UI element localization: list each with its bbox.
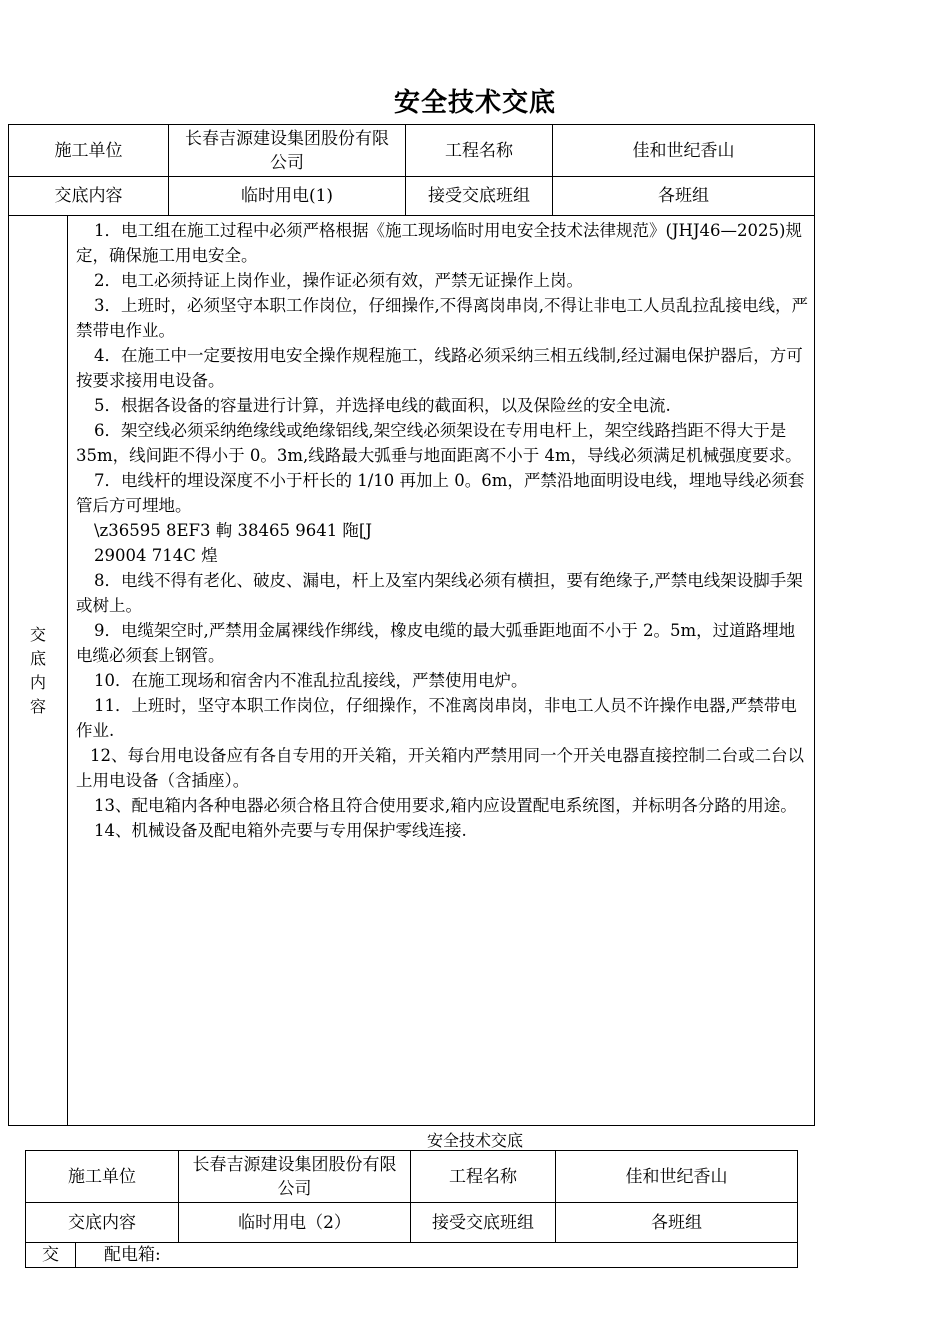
paragraph-11: 11．上班时，坚守本职工作岗位，仔细操作，不准离岗串岗，非电工人员不许操作电器,严禁带电作业. xyxy=(76,696,797,740)
side-label-2: 交 xyxy=(26,1243,76,1268)
paragraph-3: 3．上班时，必须坚守本职工作岗位，仔细操作,不得离岗串岗,不得让非电工人员乱拉乱接电线，严禁带电作业。 xyxy=(76,296,808,340)
team-value-2: 各班组 xyxy=(556,1203,798,1243)
document-title: 安全技术交底 xyxy=(393,88,556,118)
content-label-2: 交底内容 xyxy=(26,1203,179,1243)
side-label: 交 底 内 容 xyxy=(9,216,68,1126)
project-value-2: 佳和世纪香山 xyxy=(556,1151,798,1203)
unit-value: 长春吉源建设集团股份有限公司 xyxy=(169,125,406,177)
project-label: 工程名称 xyxy=(406,125,553,177)
paragraph-5: 5．根据各设备的容量进行计算，并选择电线的截面积，以及保险丝的安全电流. xyxy=(94,396,671,415)
garbled-line-1: \z36595 8EF3 軥 38465 9641 陁[J xyxy=(94,521,372,540)
paragraph-10: 10．在施工现场和宿舍内不准乱拉乱接线，严禁使用电炉。 xyxy=(94,671,528,690)
document-title-2: 安全技术交底 xyxy=(426,1131,523,1150)
paragraph-13: 13、配电箱内各种电器必须合格且符合使用要求,箱内应设置配电系统图，并标明各分路的用途。 xyxy=(94,796,797,815)
paragraph-14: 14、机械设备及配电箱外壳要与专用保护零线连接. xyxy=(94,821,467,840)
paragraph-1: 1．电工组在施工过程中必须严格根据《施工现场临时用电安全技术法律规范》(JHJ46—2025)规定，确保施工用电安全。 xyxy=(76,221,802,265)
disclosure-table-1 xyxy=(8,124,815,1126)
paragraph-12: 12、每台用电设备应有各自专用的开关箱，开关箱内严禁用同一个开关电器直接控制二台或二台以上用电设备（含插座）。 xyxy=(76,746,804,790)
team-value: 各班组 xyxy=(553,177,815,216)
paragraph-2: 2．电工必须持证上岗作业，操作证必须有效，严禁无证操作上岗。 xyxy=(94,271,583,290)
team-label-2: 接受交底班组 xyxy=(411,1203,556,1243)
paragraph-8: 8．电线不得有老化、破皮、漏电，杆上及室内架线必须有横担，要有绝缘子,严禁电线架设脚手架或树上。 xyxy=(76,571,803,615)
first-line-2: 配电箱: xyxy=(76,1243,798,1268)
paragraph-7: 7．电线杆的埋设深度不小于杆长的 1/10 再加上 0。6m，严禁沿地面明设电线，埋地导线必须套管后方可埋地。 xyxy=(76,471,805,515)
garbled-line-2: 29004 714C 煌 xyxy=(94,546,218,565)
team-label: 接受交底班组 xyxy=(406,177,553,216)
paragraph-4: 4．在施工中一定要按用电安全操作规程施工，线路必须采纳三相五线制,经过漏电保护器后，方可按要求接用电设备。 xyxy=(76,346,803,390)
content-label: 交底内容 xyxy=(9,177,169,216)
unit-value-2: 长春吉源建设集团股份有限公司 xyxy=(179,1151,411,1203)
disclosure-table-2 xyxy=(25,1150,798,1268)
project-value: 佳和世纪香山 xyxy=(553,125,815,177)
content-value: 临时用电(1) xyxy=(169,177,406,216)
content-value-2: 临时用电（2） xyxy=(179,1203,411,1243)
paragraph-9: 9．电缆架空时,严禁用金属裸线作绑线，橡皮电缆的最大弧垂距地面不小于 2。5m，过道路埋地电缆必须套上钢管。 xyxy=(76,621,796,665)
unit-label: 施工单位 xyxy=(9,125,169,177)
paragraph-6: 6．架空线必须采纳绝缘线或绝缘铝线,架空线必须架设在专用电杆上，架空线路挡距不得大于是 35m，线间距不得小于 0。3m,线路最大弧垂与地面距离不小于 4m，导线必须满足机械强度要求。 xyxy=(76,421,802,465)
disclosure-content xyxy=(68,216,815,1126)
unit-label-2: 施工单位 xyxy=(26,1151,179,1203)
project-label-2: 工程名称 xyxy=(411,1151,556,1203)
